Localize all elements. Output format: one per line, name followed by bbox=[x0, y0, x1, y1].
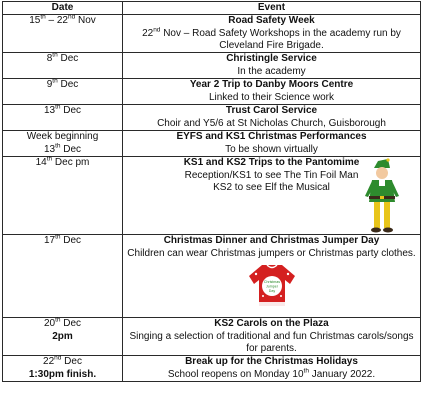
event-cell bbox=[123, 53, 421, 79]
svg-text:Day: Day bbox=[268, 288, 275, 293]
event-detail: In the academy bbox=[237, 65, 306, 77]
table-row bbox=[3, 356, 421, 382]
event-title: Road Safety Week bbox=[228, 15, 315, 27]
event-detail: School reopens on Monday 10th January 2022. bbox=[167, 367, 376, 380]
svg-text:Christmas: Christmas bbox=[263, 279, 280, 284]
event-cell bbox=[123, 79, 421, 105]
event-cell bbox=[123, 105, 421, 131]
event-title: Year 2 Trip to Danby Moors Centre bbox=[189, 79, 354, 91]
date-cell: 17th Dec bbox=[3, 235, 123, 318]
header-row bbox=[3, 2, 421, 15]
table-row bbox=[3, 157, 421, 235]
event-cell bbox=[123, 131, 421, 157]
date-cell: Week beginning 13th Dec bbox=[3, 131, 123, 157]
date-cell: 14th Dec pm bbox=[3, 157, 123, 235]
table-row bbox=[3, 15, 421, 53]
table-row bbox=[3, 105, 421, 131]
event-detail: KS2 to see Elf the Musical bbox=[213, 181, 330, 193]
event-cell bbox=[123, 356, 421, 382]
event-detail: Singing a selection of traditional and fun Christmas carols/songs for parents. bbox=[129, 330, 414, 354]
table-row bbox=[3, 79, 421, 105]
event-title: Christmas Dinner and Christmas Jumper Day bbox=[163, 235, 380, 247]
event-detail: Linked to their Science work bbox=[208, 91, 335, 103]
event-detail: Reception/KS1 to see The Tin Foil Man bbox=[184, 169, 359, 181]
date-prefix: Week beginning bbox=[26, 131, 99, 143]
event-title: EYFS and KS1 Christmas Performances bbox=[176, 131, 367, 143]
event-title: Christingle Service bbox=[226, 53, 317, 65]
event-detail: Children can wear Christmas jumpers or Christmas party clothes. bbox=[127, 247, 416, 259]
event-title: Break up for the Christmas Holidays bbox=[185, 356, 358, 368]
event-title: KS1 and KS2 Trips to the Pantomime bbox=[183, 157, 360, 169]
date-header: Date bbox=[3, 2, 123, 15]
event-title: Trust Carol Service bbox=[225, 105, 318, 117]
christmas-jumper-icon bbox=[247, 262, 297, 308]
date-cell: 15th – 22nd Nov bbox=[3, 15, 123, 53]
table-row bbox=[3, 235, 421, 318]
event-cell bbox=[123, 235, 421, 318]
event-cell bbox=[123, 318, 421, 356]
date-time: 1:30pm finish. bbox=[28, 368, 97, 380]
date-cell: 8th Dec bbox=[3, 53, 123, 79]
elf-icon bbox=[364, 158, 400, 233]
event-detail: To be shown virtually bbox=[225, 143, 318, 155]
event-cell bbox=[123, 15, 421, 53]
table-row bbox=[3, 318, 421, 356]
table-row bbox=[3, 53, 421, 79]
event-detail: 22nd Nov – Road Safety Workshops in the academy run by Cleveland Fire Brigade. bbox=[142, 26, 401, 51]
event-header: Event bbox=[123, 2, 421, 15]
event-cell bbox=[123, 157, 421, 235]
date-cell: 9th Dec bbox=[3, 79, 123, 105]
date-time: 2pm bbox=[52, 330, 73, 342]
table-row bbox=[3, 131, 421, 157]
date-cell: 13th Dec bbox=[3, 105, 123, 131]
date-cell: 20th Dec 2pm bbox=[3, 318, 123, 356]
date-cell: 22nd Dec 1:30pm finish. bbox=[3, 356, 123, 382]
event-detail: Choir and Y5/6 at St Nicholas Church, Guisborough bbox=[157, 117, 386, 129]
events-table bbox=[2, 1, 421, 382]
svg-text:Jumper: Jumper bbox=[265, 284, 278, 289]
event-title: KS2 Carols on the Plaza bbox=[214, 318, 329, 330]
